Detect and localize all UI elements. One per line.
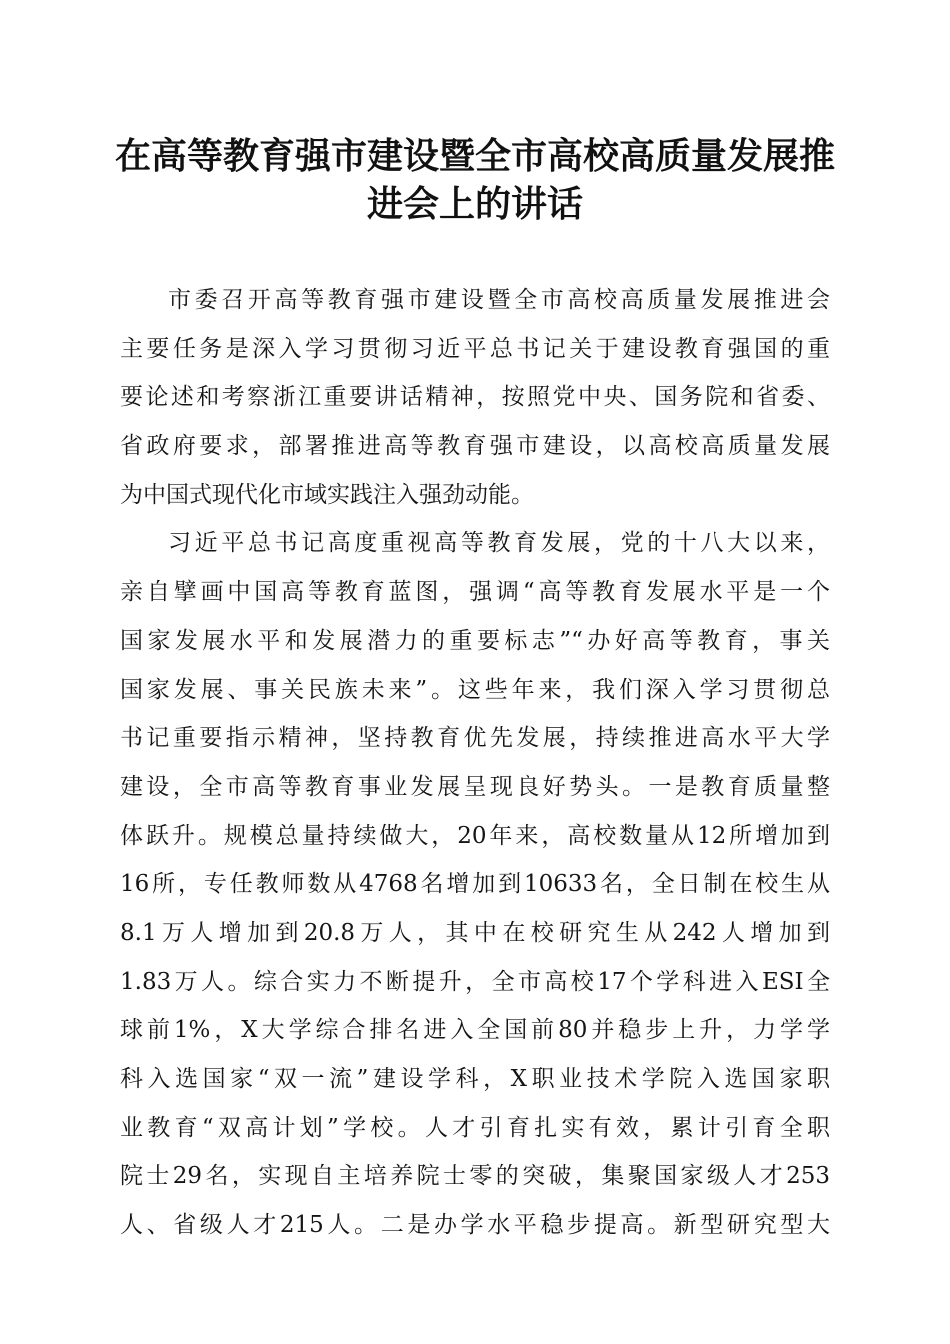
text-line: 16所，专任教师数从4768名增加到10633名，全日制在校生从 <box>120 871 830 898</box>
text-line: 建设，全市高等教育事业发展呈现良好势头。一是教育质量整 <box>120 773 830 800</box>
text-line: 国家发展、事关民族未来”。这些年来，我们深入学习贯彻总 <box>120 676 830 703</box>
text-line: 省政府要求，部署推进高等教育强市建设，以高校高质量发展 <box>120 433 830 460</box>
text-line: 业教育“双高计划”学校。人才引育扎实有效，累计引育全职 <box>120 1114 830 1141</box>
paragraph-1 <box>120 276 830 519</box>
document-body <box>120 276 830 1250</box>
title-line-1: 在高等教育强市建设暨全市高校高质量发展推 <box>114 135 835 177</box>
text-line: 科入选国家“双一流”建设学科，X职业技术学院入选国家职 <box>120 1066 830 1092</box>
text-line: 人、省级人才215人。二是办学水平稳步提高。新型研究型大 <box>120 1212 830 1239</box>
text-line: 书记重要指示精神，坚持教育优先发展，持续推进高水平大学 <box>120 725 830 752</box>
title-line-2: 进会上的讲话 <box>366 183 583 225</box>
text-line: 8.1万人增加到20.8万人，其中在校研究生从242人增加到 <box>120 919 830 946</box>
text-line: 要论述和考察浙江重要讲话精神，按照党中央、国务院和省委、 <box>120 384 830 411</box>
text-line: 院士29名，实现自主培养院士零的突破，集聚国家级人才253 <box>120 1163 830 1190</box>
text-line: 国家发展水平和发展潜力的重要标志”“办好高等教育，事关 <box>120 627 830 654</box>
text-line: 习近平总书记高度重视高等教育发展，党的十八大以来， <box>168 530 830 557</box>
text-line: 主要任务是深入学习贯彻习近平总书记关于建设教育强国的重 <box>120 335 830 362</box>
text-line: 球前1%，X大学综合排名进入全国前80并稳步上升，力学学 <box>120 1017 830 1044</box>
text-line: 1.83万人。综合实力不断提升，全市高校17个学科进入ESI全 <box>120 968 830 995</box>
text-line: 亲自擘画中国高等教育蓝图，强调“高等教育发展水平是一个 <box>120 579 830 606</box>
text-line: 体跃升。规模总量持续做大，20年来，高校数量从12所增加到 <box>120 822 830 849</box>
document-title <box>100 132 850 228</box>
text-line: 为中国式现代化市域实践注入强劲动能。 <box>120 481 534 508</box>
paragraph-2 <box>120 519 830 1249</box>
text-line: 市委召开高等教育强市建设暨全市高校高质量发展推进会 <box>168 287 830 313</box>
